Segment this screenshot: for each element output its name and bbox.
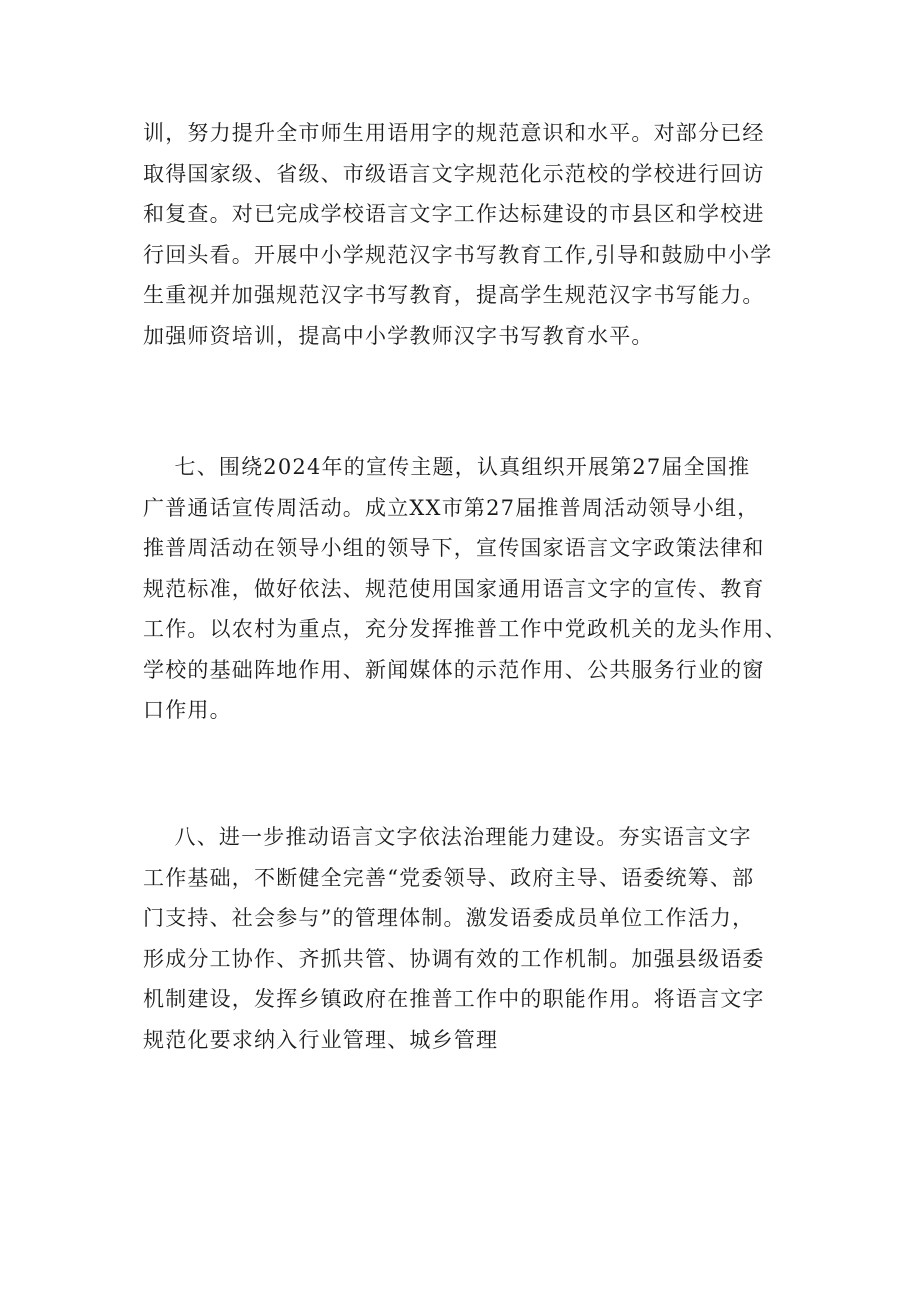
text-line: 工作基础，不断健全完善“党委领导、政府主导、语委统筹、部 bbox=[143, 865, 755, 890]
text-line: 工作。以农村为重点，充分发挥推普工作中党政机关的龙头作用、 bbox=[143, 617, 787, 641]
text-line: 取得国家级、省级、市级语言文字规范化示范校的学校进行回访 bbox=[143, 161, 765, 186]
text-line: 七、围绕2024年的宣传主题，认真组织开展第27届全国推 bbox=[143, 455, 751, 479]
paragraph-section-eight bbox=[143, 817, 798, 1060]
text-line: 行回头看。开展中小学规范汉字书写教育工作,引导和鼓励中小学 bbox=[143, 242, 773, 267]
text-line: 规范化要求纳入行业管理、城乡管理 bbox=[143, 1027, 499, 1052]
text-line: 口作用。 bbox=[143, 698, 232, 722]
text-line: 加强师资培训，提高中小学教师汉字书写教育水平。 bbox=[143, 323, 654, 348]
text-line: 生重视并加强规范汉字书写教育，提高学生规范汉字书写能力。 bbox=[143, 283, 765, 307]
paragraph-continuation bbox=[143, 113, 798, 356]
text-line: 门支持、社会参与”的管理体制。激发语委成员单位工作活力， bbox=[143, 906, 755, 930]
text-line: 推普周活动在领导小组的领导下，宣传国家语言文字政策法律和 bbox=[143, 536, 765, 560]
paragraph-section-seven bbox=[143, 447, 798, 731]
text-line: 八、进一步推动语言文字依法治理能力建设。夯实语言文字 bbox=[143, 825, 752, 849]
text-line: 学校的基础阵地作用、新闻媒体的示范作用、公共服务行业的窗 bbox=[143, 657, 765, 682]
text-line: 训，努力提升全市师生用语用字的规范意识和水平。对部分已经 bbox=[143, 121, 765, 145]
text-line: 形成分工协作、齐抓共管、协调有效的工作机制。加强县级语委 bbox=[143, 946, 765, 971]
text-line: 规范标准，做好依法、规范使用国家通用语言文字的宣传、教育 bbox=[143, 576, 765, 601]
text-line: 广普通话宣传周活动。成立XX市第27届推普周活动领导小组， bbox=[143, 495, 760, 520]
text-line: 机制建设，发挥乡镇政府在推普工作中的职能作用。将语言文字 bbox=[143, 987, 765, 1011]
text-line: 和复查。对已完成学校语言文字工作达标建设的市县区和学校进 bbox=[143, 202, 765, 226]
